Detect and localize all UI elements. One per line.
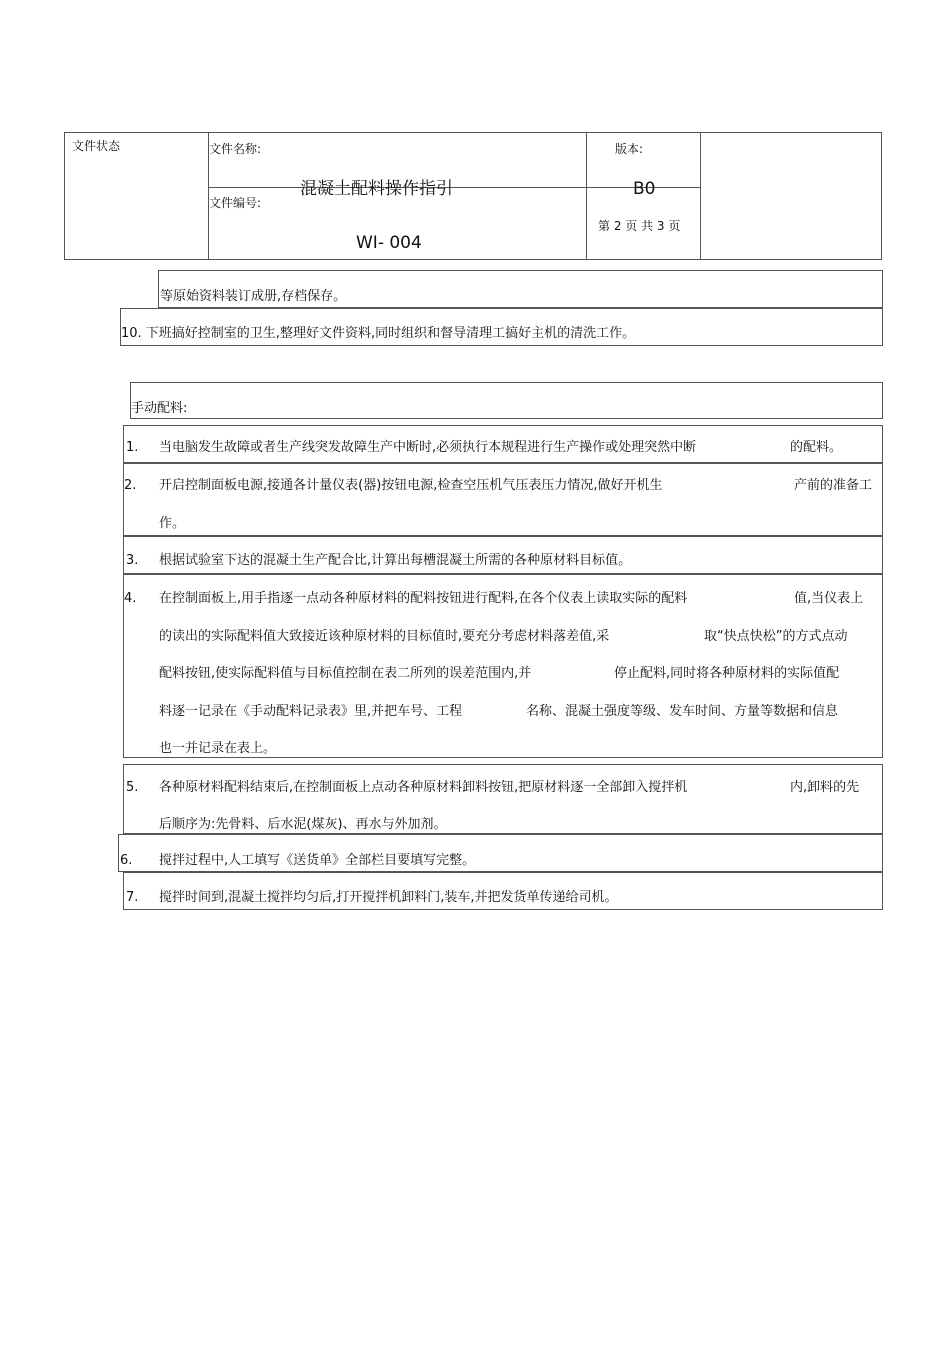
item-5-line: 后顺序为:先骨料、后水泥(煤灰)、再水与外加剂。 (159, 817, 447, 832)
version-value: B0 (633, 179, 656, 199)
doc-status-label: 文件状态 (72, 139, 121, 153)
item-3-number: 3. (126, 553, 139, 568)
manual-heading: 手动配料: (131, 401, 188, 416)
item-4-line: 的读出的实际配料值大致接近该种原材料的目标值时,要充分考虑材料落差值,采 (159, 629, 610, 644)
item-7-line: 搅拌时间到,混凝土搅拌均匀后,打开搅拌机卸料门,装车,并把发货单传递给司机。 (159, 890, 618, 905)
item-4-line: 料逐一记录在《手动配料记录表》里,并把车号、工程 (159, 704, 463, 719)
item-2-line: 作。 (159, 516, 186, 531)
header-strike-line (208, 187, 700, 188)
item-4-line: 也一并记录在表上。 (159, 741, 277, 756)
item-4-line: 值,当仪表上 (794, 591, 864, 606)
page-info: 第 2 页 共 3 页 (598, 219, 681, 233)
item-4-line: 取“快点快松”的方式点动 (704, 629, 848, 644)
item-1-line: 的配料。 (790, 440, 843, 455)
item-1-line: 当电脑发生故障或者生产线突发故障生产中断时,必须执行本规程进行生产操作或处理突然中断 (159, 440, 697, 455)
continuation-text: 等原始资料装订成册,存档保存。 (160, 289, 347, 304)
item-6-number: 6. (120, 853, 133, 868)
doc-code-label: 文件编号: (209, 196, 262, 210)
item-6-line: 搅拌过程中,人工填写《送货单》全部栏目要填写完整。 (159, 853, 476, 868)
item-4-line: 在控制面板上,用手指逐一点动各种原材料的配料按钮进行配料,在各个仪表上读取实际的配料 (159, 591, 688, 606)
item-4-number: 4. (124, 591, 137, 606)
manual-heading-row (130, 382, 883, 419)
doc-title: 混凝土配料操作指引 (300, 179, 453, 199)
header-divider (700, 132, 701, 260)
list-item-2 (123, 463, 883, 536)
item-1-number: 1. (126, 440, 139, 455)
item-2-line: 开启控制面板电源,接通各计量仪表(器)按钮电源,检查空压机气压表压力情况,做好开机生 (159, 478, 663, 493)
item-3-line: 根据试验室下达的混凝土生产配合比,计算出每槽混凝土所需的各种原材料目标值。 (159, 553, 632, 568)
item-2-line: 产前的准备工 (794, 478, 873, 493)
item-10-text: 10. 下班搞好控制室的卫生,整理好文件资料,同时组织和督导清理工搞好主机的清洗工作。 (121, 326, 636, 341)
item-5-number: 5. (126, 780, 139, 795)
item-4-line: 停止配料,同时将各种原材料的实际值配 (614, 666, 840, 681)
item-7-number: 7. (126, 890, 139, 905)
item-5-line: 各种原材料配料结束后,在控制面板上点动各种原材料卸料按钮,把原材料逐一全部卸入搅拌机 (159, 780, 688, 795)
item-5-line: 内,卸料的先 (790, 780, 860, 795)
item-4-line: 名称、混凝土强度等级、发车时间、方量等数据和信息 (526, 704, 839, 719)
doc-code: WI- 004 (356, 233, 422, 253)
header-divider (586, 132, 587, 260)
item-4-line: 配料按钮,使实际配料值与目标值控制在表二所列的误差范围内,并 (159, 666, 532, 681)
item-2-number: 2. (124, 478, 137, 493)
version-label: 版本: (615, 142, 644, 156)
doc-name-label: 文件名称: (209, 142, 262, 156)
header-table (64, 132, 882, 260)
